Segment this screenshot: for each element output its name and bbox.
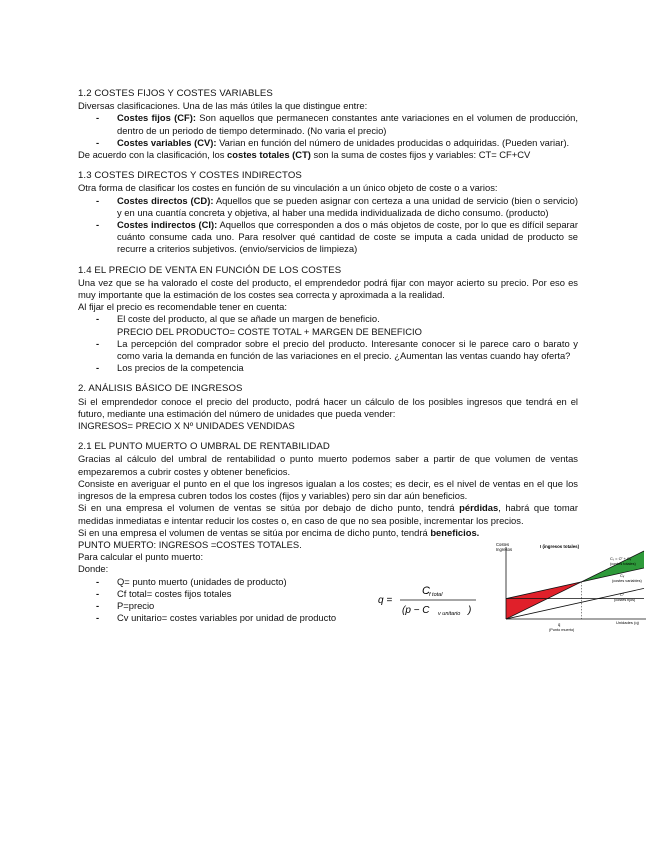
label-ct: Cₜ = Cᶠ + Cᵥ	[610, 556, 632, 562]
list-item: - Q= punto muerto (unidades de producto)	[78, 576, 578, 588]
label-q: q	[558, 622, 561, 628]
list-item: - Costes fijos (CF): Son aquellos que permanecen constantes ante variaciones en el volumen de producción, dentro de un periodo de tiempo determinado. (No varia el precio)	[78, 112, 578, 136]
list-item: - El coste del producto, al que se añade un margen de beneficio.	[78, 313, 578, 325]
document-page	[78, 88, 642, 633]
y-label-1: Costes	[496, 542, 510, 548]
paragraph: Una vez que se ha valorado el coste del producto, el emprendedor podrá fijar con mayor acierto su precio. Por eso es muy importante que la estimación de los costes sea correcta y aproximada a la realidad.	[78, 276, 578, 301]
section-heading-1-2: 1.2 COSTES FIJOS Y COSTES VARIABLES	[78, 88, 273, 99]
equation-denominator: (p − C	[402, 605, 430, 617]
list-item: - Costes directos (CD): Aquellos que se pueden asignar con certeza a una unidad de servicio (bien o servicio) y en una cuantía concreta y objetiva, al haber una medida individualizada de dicho consumo. (producto)	[78, 195, 578, 219]
label-cf: Cᶠ	[620, 592, 624, 598]
paragraph: Para calcular el punto muerto:	[78, 551, 204, 563]
paragraph: Al fijar el precio es recomendable tener en cuenta:	[78, 301, 287, 313]
list-item: - Cv unitario= costes variables por unidad de producto	[78, 612, 578, 624]
section-heading-1-3: 1.3 COSTES DIRECTOS Y COSTES INDIRECTOS	[78, 170, 302, 182]
section-heading-2-1: 2.1 EL PUNTO MUERTO O UMBRAL DE RENTABILIDAD	[78, 441, 330, 453]
paragraph: De acuerdo con la clasificación, los costes totales (CT) son la suma de costes fijos y variables: CT= CF+CV	[78, 149, 531, 161]
label-cv: Cᵥ	[620, 573, 625, 579]
label-q-sub: (Punto muerto)	[549, 628, 575, 633]
label-ingresos: I (ingresos totales)	[540, 544, 580, 550]
paragraph: Si en una empresa el volumen de ventas se sitúa por encima de dicho punto, tendrá beneficios.	[78, 526, 480, 538]
paragraph: Gracias al cálculo del umbral de rentabilidad o punto muerto podemos saber a partir de que volumen de ventas empezaremos a cubrir costes y obtener beneficios.	[78, 453, 578, 477]
break-even-equation	[378, 579, 478, 619]
label-cf-sub: (costes fijos)	[614, 598, 636, 603]
paragraph: Diversas clasificaciones. Una de las más útiles la que distingue entre:	[78, 100, 368, 112]
list-item: - Costes indirectos (CI): Aquellos que corresponden a dos o más objetos de coste, por lo que es difícil separar cuánto consume cada uno. Para resolver qué cantidad de coste se imputa a cada unidad de producto se recurre a criterios subjetivos. (envio/servicios de limpieza)	[78, 219, 578, 256]
x-axis-label: Unidades (q)	[616, 620, 639, 626]
list-item: - Los precios de la competencia	[78, 362, 578, 374]
equation-denominator-sub: v unitario	[438, 611, 461, 618]
y-label-2: Ingresos	[496, 547, 513, 553]
paragraph: Otra forma de clasificar los costes en función de su vinculación a un único objeto de coste o a varios:	[78, 182, 498, 194]
paragraph: Donde:	[78, 563, 109, 575]
list-item: - P=precio	[78, 600, 578, 612]
bullet-list	[78, 313, 578, 325]
bullet-list	[78, 338, 578, 375]
equation-numerator: C	[422, 585, 430, 598]
list-item: - Costes variables (CV): Varian en función del número de unidades producidas o adquiridas. (Pueden variar).	[78, 137, 578, 149]
paragraph: Consiste en averiguar el punto en el que los ingresos igualan a los costes; es decir, es el nivel de ventas en el que los ingresos de la empresa cubren todos los costes (fijos y variables) pero sin dar aún beneficios.	[78, 477, 578, 502]
label-ct-sub: (costes totales)	[610, 562, 636, 567]
label-cv-sub: (costes variables)	[612, 579, 642, 584]
equation-denominator-close: )	[468, 605, 472, 617]
list-item: - Cf total= costes fijos totales	[78, 588, 578, 600]
break-even-chart	[492, 541, 652, 636]
income-formula: INGRESOS= PRECIO X Nº UNIDADES VENDIDAS	[78, 420, 295, 432]
price-formula: PRECIO DEL PRODUCTO= COSTE TOTAL + MARGEN DE BENEFICIO	[117, 325, 422, 337]
bullet-list	[78, 195, 578, 256]
equation-lhs: q =	[378, 595, 393, 607]
section-heading-1-4: 1.4 EL PRECIO DE VENTA EN FUNCIÓN DE LOS COSTES	[78, 264, 342, 276]
bullet-list	[78, 112, 578, 149]
break-even-formula: PUNTO MUERTO: INGRESOS =COSTES TOTALES.	[78, 538, 302, 550]
list-item: - La percepción del comprador sobre el precio del producto. Interesante conocer si le parece caro o barato y como varia la demanda en función de las variaciones en el precio. ¿Aumentan las ventas cuando hay oferta?	[78, 338, 578, 362]
equation-numerator-sub: f total	[429, 592, 443, 599]
paragraph: Si el emprendedor conoce el precio del producto, podrá hacer un cálculo de los posibles ingresos que tendrá en el futuro, mediante una estimación del número de unidades que pueda vender:	[78, 395, 578, 419]
paragraph: Si en una empresa el volumen de ventas se sitúa por debajo de dicho punto, tendrá pérdidas, habrá que tomar medidas inmediatas e intentar reducir los costes o, en caso de que no sea posible, incrementar los precios.	[78, 502, 578, 526]
section-heading-2: 2. ANÁLISIS BÁSICO DE INGRESOS	[78, 383, 243, 395]
